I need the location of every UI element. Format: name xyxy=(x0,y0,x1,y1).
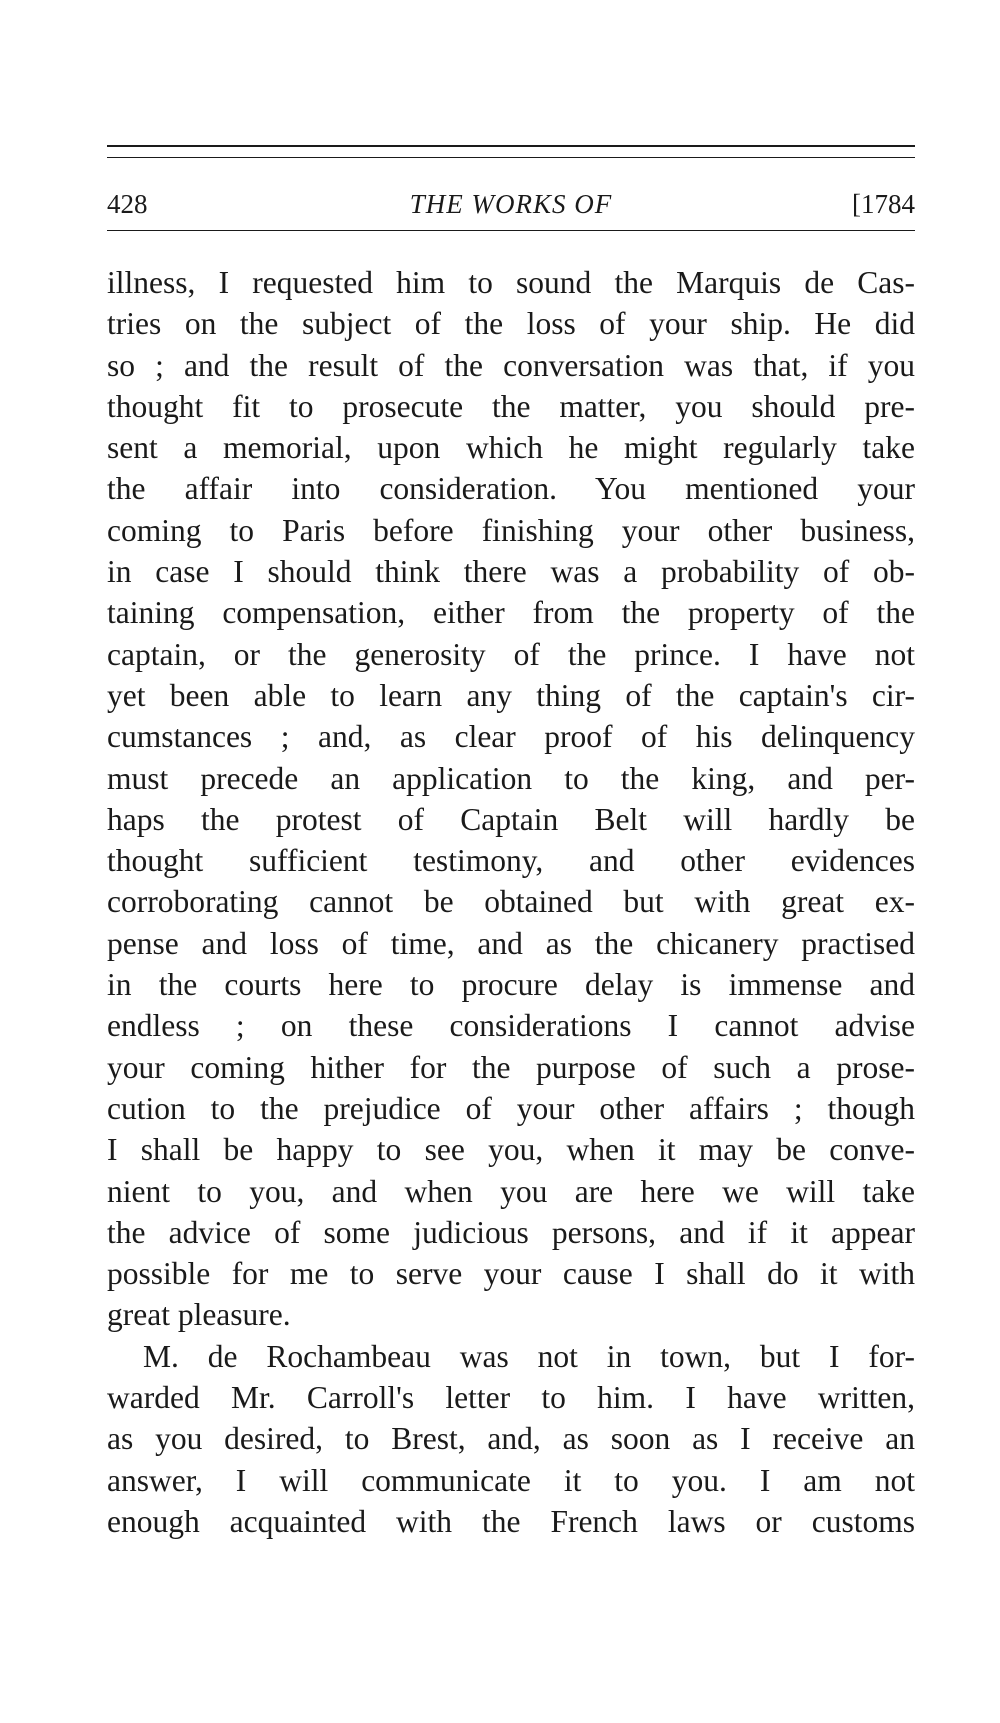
body-text xyxy=(107,262,915,1542)
text-line: endless ; on these considerations I cannot advise xyxy=(107,1008,915,1044)
running-head xyxy=(107,187,915,221)
text-line: tries on the subject of the loss of your ship. He did xyxy=(107,306,915,342)
text-line: taining compensation, either from the property of the xyxy=(107,595,915,631)
text-line: so ; and the result of the conversation was that, if you xyxy=(107,347,915,383)
running-year: [1784 xyxy=(852,189,915,219)
text-line: yet been able to learn any thing of the captain's cir- xyxy=(107,677,915,713)
text-line: must precede an application to the king, and per- xyxy=(107,760,915,796)
text-line: the advice of some judicious persons, and if it appear xyxy=(107,1214,915,1250)
text-line: I shall be happy to see you, when it may be conve- xyxy=(107,1132,915,1168)
text-line: cution to the prejudice of your other affairs ; though xyxy=(107,1090,915,1126)
text-line: enough acquainted with the French laws or customs xyxy=(107,1503,915,1539)
text-line: haps the protest of Captain Belt will hardly be xyxy=(107,801,915,837)
text-line: in the courts here to procure delay is immense and xyxy=(107,967,915,1003)
text-line: possible for me to serve your cause I shall do it with xyxy=(107,1256,915,1292)
text-line: answer, I will communicate it to you. I am not xyxy=(107,1462,915,1498)
text-line: thought sufficient testimony, and other evidences xyxy=(107,843,915,879)
text-line: captain, or the generosity of the prince. I have not xyxy=(107,636,915,672)
text-line: illness, I requested him to sound the Marquis de Cas- xyxy=(107,265,915,300)
page-number: 428 xyxy=(107,189,148,219)
text-line: coming to Paris before finishing your other business, xyxy=(107,512,915,548)
book-page xyxy=(107,0,915,1723)
running-title: THE WORKS OF xyxy=(409,189,613,219)
text-line: warded Mr. Carroll's letter to him. I have written, xyxy=(107,1380,915,1416)
text-line: M. de Rochambeau was not in town, but I for- xyxy=(143,1338,915,1374)
text-line: cumstances ; and, as clear proof of his delinquency xyxy=(107,719,915,755)
text-line: great pleasure. xyxy=(107,1297,291,1333)
text-line: nient to you, and when you are here we will take xyxy=(107,1173,915,1209)
text-line: in case I should think there was a probability of ob- xyxy=(107,554,915,590)
text-line: thought fit to prosecute the matter, you should pre- xyxy=(107,388,915,424)
text-line: the affair into consideration. You mentioned your xyxy=(107,471,915,507)
text-line: pense and loss of time, and as the chicanery practised xyxy=(107,925,915,961)
text-line: sent a memorial, upon which he might regularly take xyxy=(107,430,915,466)
header-rule-top xyxy=(107,145,915,147)
text-line: corroborating cannot be obtained but with great ex- xyxy=(107,884,915,920)
header-rule-top-thin xyxy=(107,157,915,158)
text-line: your coming hither for the purpose of such a prose- xyxy=(107,1049,915,1085)
header-rule-bottom xyxy=(107,230,915,231)
text-line: as you desired, to Brest, and, as soon as I receive an xyxy=(107,1421,915,1457)
